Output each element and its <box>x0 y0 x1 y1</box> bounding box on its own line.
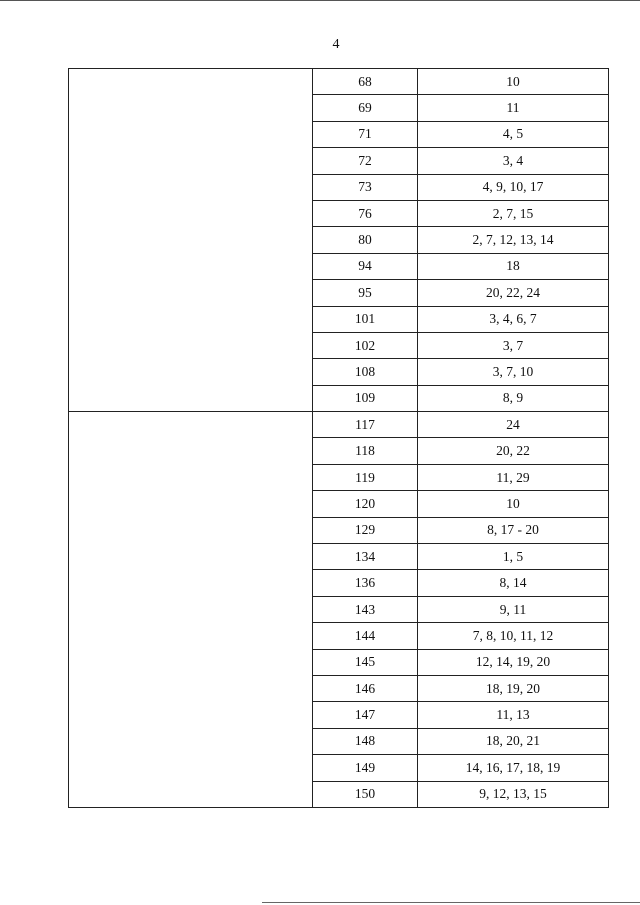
values-cell: 11, 29 <box>418 464 609 490</box>
number-cell: 68 <box>313 69 418 95</box>
number-cell: 143 <box>313 596 418 622</box>
group-label-cell <box>69 412 313 808</box>
values-cell: 3, 7 <box>418 332 609 358</box>
number-cell: 108 <box>313 359 418 385</box>
scan-edge-bottom <box>262 902 640 903</box>
values-cell: 4, 9, 10, 17 <box>418 174 609 200</box>
values-cell: 20, 22, 24 <box>418 280 609 306</box>
values-cell: 10 <box>418 491 609 517</box>
reference-table <box>68 68 609 808</box>
number-cell: 80 <box>313 227 418 253</box>
number-cell: 95 <box>313 280 418 306</box>
number-cell: 120 <box>313 491 418 517</box>
table-row <box>69 69 609 95</box>
values-cell: 3, 4, 6, 7 <box>418 306 609 332</box>
values-cell: 9, 12, 13, 15 <box>418 781 609 807</box>
values-cell: 14, 16, 17, 18, 19 <box>418 755 609 781</box>
values-cell: 10 <box>418 69 609 95</box>
values-cell: 8, 9 <box>418 385 609 411</box>
values-cell: 11, 13 <box>418 702 609 728</box>
number-cell: 72 <box>313 148 418 174</box>
values-cell: 2, 7, 12, 13, 14 <box>418 227 609 253</box>
number-cell: 147 <box>313 702 418 728</box>
values-cell: 7, 8, 10, 11, 12 <box>418 623 609 649</box>
page-number: 4 <box>332 37 340 52</box>
number-cell: 94 <box>313 253 418 279</box>
number-cell: 144 <box>313 623 418 649</box>
number-cell: 134 <box>313 544 418 570</box>
number-cell: 150 <box>313 781 418 807</box>
values-cell: 18, 20, 21 <box>418 728 609 754</box>
group-label-cell <box>69 69 313 412</box>
values-cell: 11 <box>418 95 609 121</box>
number-cell: 148 <box>313 728 418 754</box>
number-cell: 129 <box>313 517 418 543</box>
table-row <box>69 412 609 438</box>
number-cell: 102 <box>313 332 418 358</box>
number-cell: 76 <box>313 200 418 226</box>
number-cell: 119 <box>313 464 418 490</box>
scan-edge-top <box>0 0 640 1</box>
values-cell: 18 <box>418 253 609 279</box>
number-cell: 69 <box>313 95 418 121</box>
number-cell: 146 <box>313 675 418 701</box>
number-cell: 71 <box>313 121 418 147</box>
values-cell: 8, 14 <box>418 570 609 596</box>
number-cell: 145 <box>313 649 418 675</box>
values-cell: 8, 17 - 20 <box>418 517 609 543</box>
number-cell: 109 <box>313 385 418 411</box>
number-cell: 118 <box>313 438 418 464</box>
values-cell: 12, 14, 19, 20 <box>418 649 609 675</box>
values-cell: 3, 4 <box>418 148 609 174</box>
table-body <box>69 69 609 808</box>
number-cell: 136 <box>313 570 418 596</box>
number-cell: 73 <box>313 174 418 200</box>
number-cell: 117 <box>313 412 418 438</box>
values-cell: 2, 7, 15 <box>418 200 609 226</box>
number-cell: 101 <box>313 306 418 332</box>
values-cell: 4, 5 <box>418 121 609 147</box>
values-cell: 9, 11 <box>418 596 609 622</box>
number-cell: 149 <box>313 755 418 781</box>
values-cell: 24 <box>418 412 609 438</box>
values-cell: 3, 7, 10 <box>418 359 609 385</box>
values-cell: 20, 22 <box>418 438 609 464</box>
values-cell: 18, 19, 20 <box>418 675 609 701</box>
values-cell: 1, 5 <box>418 544 609 570</box>
